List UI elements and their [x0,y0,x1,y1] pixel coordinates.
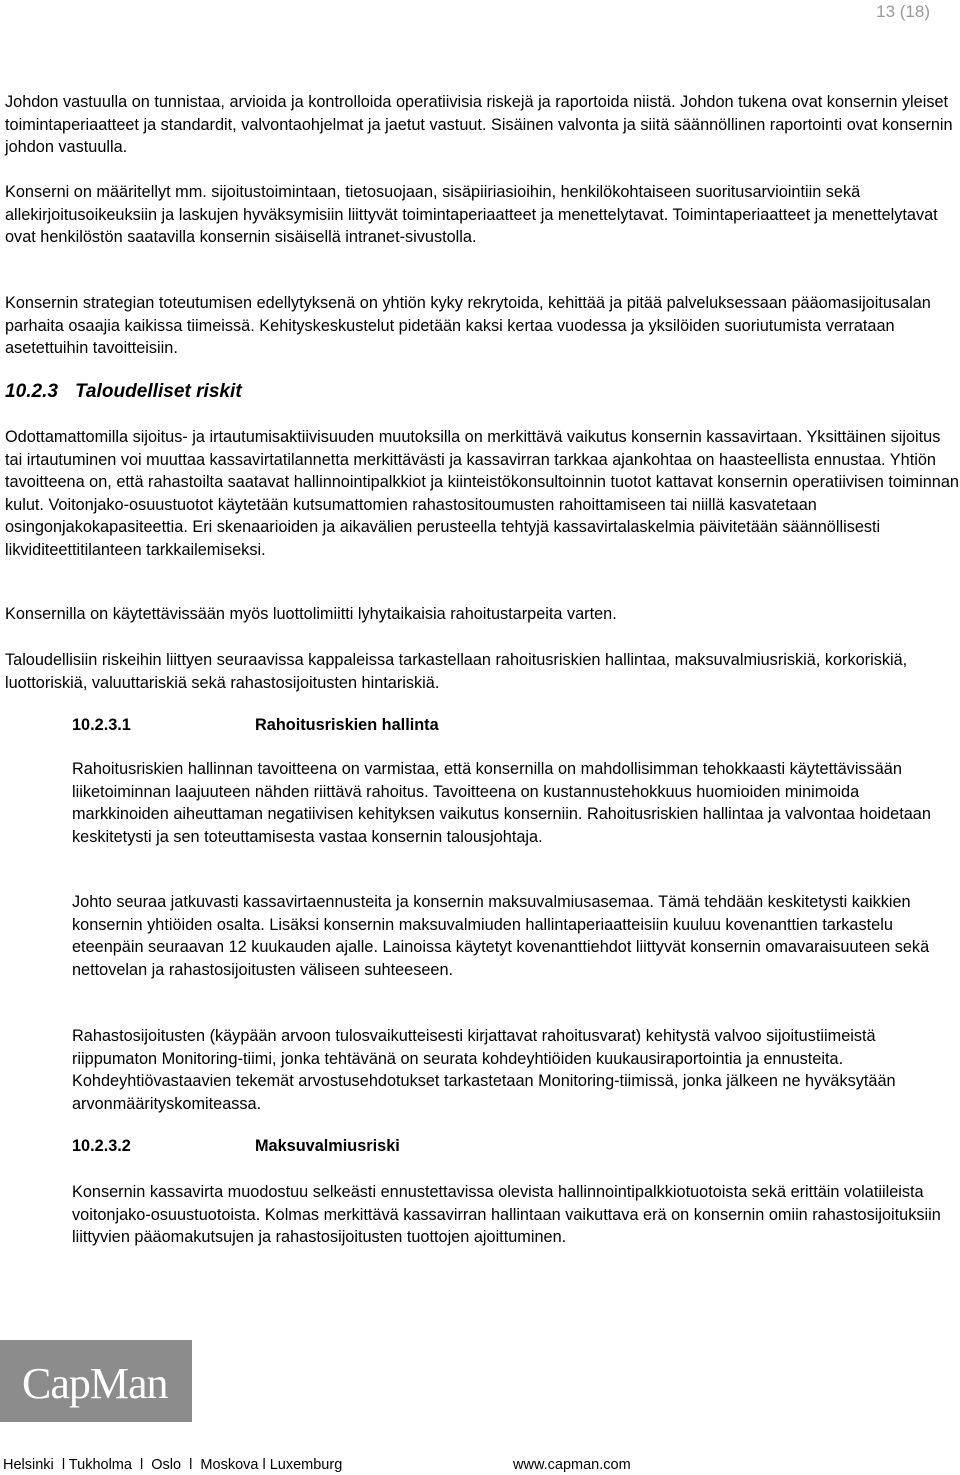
section-10-2-3-1-paragraph-3: Rahastosijoitusten (käypään arvoon tulosvaikutteisesti kirjattavat rahoitusvarat) kehitystä valvoo sijoitustiimeistä riippumaton Monitoring-tiimi, jonka tehtävänä on seurata kohdeyhtiöiden kuukausiraportointia ja ennusteita. Kohdeyhtiövastaavien tekemät arvostusehdotukset tarkastetaan Monitoring-tiimissä, jonka jälkeen ne hyväksytään arvonmäärityskomiteassa. [72,1027,896,1113]
subsection-title: Rahoitusriskien hallinta [255,716,439,734]
section-heading-10-2-3 [5,381,242,404]
subsection-title: Maksuvalmiusriski [255,1137,400,1155]
logo-text: CapMan [22,1359,168,1408]
footer-offices: Helsinki l Tukholma l Oslo l Moskova l Luxemburg [3,1457,343,1473]
subsection-number: 10.2.3.1 [72,716,131,734]
intro-paragraph-3: Konsernin strategian toteutumisen edellytyksenä on yhtiön kyky rekrytoida, kehittää ja pitää palveluksessaan pääomasijoitusalan parhaita osaajia kaikissa tiimeissä. Kehityskeskustelut pidetään kaksi kertaa vuodessa ja yksilöiden suoriutumista verrataan asetettuihin tavoitteisiin. [5,294,931,357]
section-10-2-3-1-paragraph-1: Rahoitusriskien hallinnan tavoitteena on varmistaa, että konsernilla on mahdollisimman tehokkaasti käytettävissään liiketoiminnan laajuuteen nähden riittävä rahoitus. Tavoitteena on kustannustehokkuus huomioiden minimoida markkinoiden aiheuttaman negatiivisen kehityksen vaikutus konserniin. Rahoitusriskien hallintaa ja valvontaa hoidetaan keskitetysti ja sen toteuttamisesta vastaa konsernin talousjohtaja. [72,760,931,846]
section-10-2-3-paragraph-3: Taloudellisiin riskeihin liittyen seuraavissa kappaleissa tarkastellaan rahoitusriskien hallintaa, maksuvalmiusriskiä, korkoriskiä, luottoriskiä, valuuttariskiä sekä rahastosijoitusten hintariskiä. [5,651,908,692]
section-10-2-3-2-paragraph-1: Konsernin kassavirta muodostuu selkeästi ennustettavissa olevista hallinnointipalkkiotuotoista sekä erittäin volatiileista voitonjako-osuustuotoista. Kolmas merkittävä kassavirran hallintaan vaikuttava erä on konsernin omiin rahastosijoituksiin liittyvien pääomakutsujen ja rahastosijoitusten tuottojen ajoittuminen. [72,1183,941,1246]
subsection-number: 10.2.3.2 [72,1137,131,1155]
section-10-2-3-1-paragraph-2: Johto seuraa jatkuvasti kassavirtaennusteita ja konsernin maksuvalmiusasemaa. Tämä tehdään keskitetysti kaikkien konsernin yhtiöiden osalta. Lisäksi konsernin maksuvalmiuden hallintaperiaatteisiin kuuluu kovenanttien tarkastelu eteenpäin seuraavan 12 kuukauden ajalle. Lainoissa käytetyt kovenanttiehdot liittyvät konsernin omavaraisuuteen sekä nettovelan ja rahastosijoitusten väliseen suhteeseen. [72,893,930,979]
section-heading-10-2-3-1 [72,714,439,737]
section-10-2-3-paragraph-1: Odottamattomilla sijoitus- ja irtautumisaktiivisuuden muutoksilla on merkittävä vaikutus konsernin kassavirtaan. Yksittäinen sijoitus tai irtautuminen voi muuttaa kassavirtatilannetta merkittävästi ja kassavirran tarkkaa ajankohtaa on haasteellista ennustaa. Yhtiön tavoitteena on, että rahastoilta saatavat hallinnointipalkkiot ja kiinteistökonsultoinnin tuotot kattavat konsernin operatiivisen toiminnan kulut. Voitonjako-osuustuotot käytetään kutsumattomien rahastositoumusten rahoittamiseen tai niillä kasvatetaan osingonjakokapasiteettia. Eri skenaarioiden ja aikavälien perusteella tehtyjä kassavirtalaskelmia päivitetään säännöllisesti likviditeettitilanteen tarkkailemiseksi. [5,428,959,559]
intro-paragraph-2: Konserni on määritellyt mm. sijoitustoimintaan, tietosuojaan, sisäpiiriasioihin, henkilökohtaiseen suoritusarviointiin sekä allekirjoitusoikeuksiin ja laskujen hyväksymisiin liittyvät toimintaperiaatteet ja menettelytavat. Toimintaperiaatteet ja menettelytavat ovat henkilöstön saatavilla konsernin sisäisellä intranet-sivustolla. [5,183,938,246]
capman-logo [0,1340,192,1422]
page-number: 13 (18) [876,2,930,21]
section-title: Taloudelliset riskit [75,381,242,402]
section-10-2-3-paragraph-2: Konsernilla on käytettävissään myös luottolimiitti lyhytaikaisia rahoitustarpeita varten. [5,605,617,623]
section-heading-10-2-3-2 [72,1135,400,1158]
section-number: 10.2.3 [5,381,58,402]
intro-paragraph-1: Johdon vastuulla on tunnistaa, arvioida ja kontrolloida operatiivisia riskejä ja raportoida niistä. Johdon tukena ovat konsernin yleiset toimintaperiaatteet ja standardit, valvontaohjelmat ja jaetut vastuut. Sisäinen valvonta ja siitä säännöllinen raportointi ovat konsernin johdon vastuulla. [5,93,953,156]
footer-website-link[interactable]: www.capman.com [513,1457,631,1473]
